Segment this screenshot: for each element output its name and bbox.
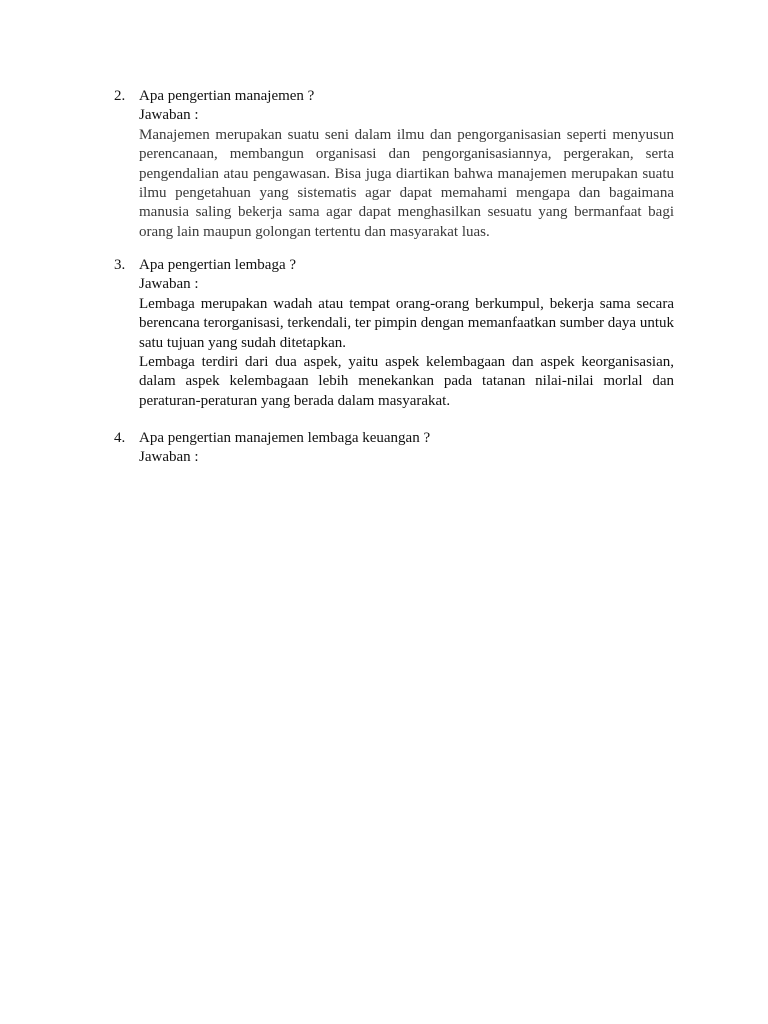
question-number: 2.: [114, 88, 126, 104]
question-text: Apa pengertian manajemen ?: [139, 88, 315, 104]
question-number: 3.: [114, 257, 126, 273]
answer-label: Jawaban :: [139, 107, 199, 124]
answer-label: Jawaban :: [139, 276, 199, 293]
question-text: Apa pengertian manajemen lembaga keuangan ?: [139, 430, 431, 446]
answer-paragraph: Manajemen merupakan suatu seni dalam ilmu dan pengorganisasian seperti menyusun perencanaan, membangun organisasi dan pengorganisasiannya, pergerakan, serta pengendalian atau pengawasan. Bisa juga diartikan bahwa manajemen merupakan suatu ilmu pengetahuan yang sistematis agar dapat memahami mengapa dan bagaimana manusia saling bekerja sama agar dapat menghasilkan sesuatu yang bermanfaat bagi orang lain maupun golongan tertentu dan masyarakat luas.: [139, 126, 674, 240]
question-text: Apa pengertian lembaga ?: [139, 257, 297, 273]
answer-paragraph: Lembaga merupakan wadah atau tempat orang-orang berkumpul, bekerja sama secara berencana terorganisasi, terkendali, ter pimpin dengan memanfaatkan sumber daya untuk satu tujuan yang sudah ditetapkan.: [139, 295, 674, 351]
question-item-2: [114, 87, 674, 242]
question-item-3: [114, 256, 674, 411]
question-item-4: [114, 429, 674, 468]
answer-paragraph: Lembaga terdiri dari dua aspek, yaitu aspek kelembagaan dan aspek keorganisasian, dalam aspek kelembagaan lebih menekankan pada tatanan nilai-nilai morlal dan peraturan-peraturan yang berada dalam masyarakat.: [139, 354, 674, 409]
answer-label: Jawaban :: [139, 449, 199, 466]
question-number: 4.: [114, 430, 126, 446]
